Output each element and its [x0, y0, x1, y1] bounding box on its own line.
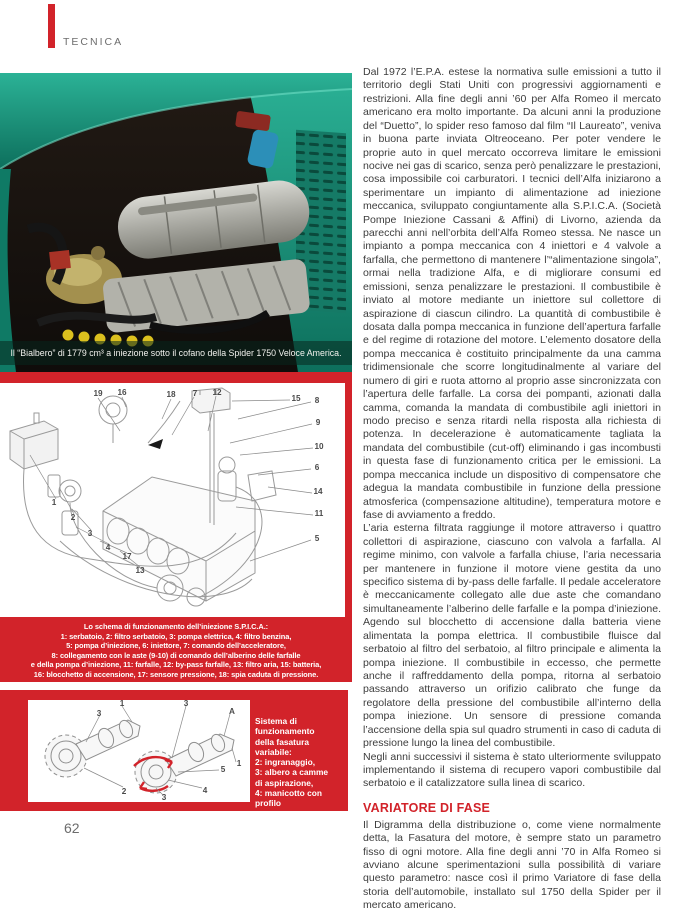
article-heading: VARIATORE DI FASE [363, 800, 491, 815]
spica-label: 3 [87, 529, 93, 538]
camshaft-label: 4 [202, 786, 208, 795]
page-number: 62 [64, 820, 80, 836]
spica-label: 7 [192, 389, 198, 398]
camshaft-label: 3 [183, 700, 189, 708]
camshaft-label: 2 [121, 787, 127, 796]
spica-label: 8 [314, 396, 320, 405]
variatore-caption: Sistema di funzionamento della fasatura variabile: 2: ingranaggio, 3: albero a camme di aspirazione, 4: manicotto con profilo interno scanalato; 5: molla di richiamo. [255, 716, 336, 829]
spica-label: 12 [212, 388, 222, 397]
camshaft-drawing [28, 700, 250, 802]
spica-label: 17 [122, 552, 132, 561]
article-paragraph: Dal 1972 l’E.P.A. estese la normativa sulle emissioni a tutto il territorio degli Stati Uniti con progressivi aggiornamenti e restrizioni. Alla fine degli anni ’60 per Alfa Romeo il mercato americano era molto importante. Da alcuni anni la produzione del “Duetto”, lo spider reso famoso dal film “Il Laureato”, veniva in buona parte inviata Oltreoceano. Per poter vendere le proprie auto in quel mercato occorreva limitare le emissioni nocive nei gas di scarico, senza però penalizzare le prestazioni, cosa impossibile coi carburatori. I tecnici dell’Alfa iniziarono a sperimentare un impianto di alimentazione ad iniezione meccanica, sviluppato congiuntamente alla S.P.I.C.A. (Società Pompe Iniezione Cassani & Affini) di Livorno, azienda da parecchi anni nell’orbita dell’Alfa Romeo stessa. Ne nasce un impianto a pompa meccanica con 4 iniettori e 4 valvole a farfalla, che permettono di mantenere l’“alimentazione singola”, ormai nella tradizione Alfa, e di migliorare consumi ed emissioni, senza penalizzare le prestazioni. Il combustibile è inviato al motore mediante un iniettore sul collettore di aspirazione di ciascun cilindro. La quantità di combustibile è dosata dalla pompa meccanica in funzione dell’apertura farfalle e del regime di rotazione del motore. L’elemento dosatore della pompa meccanica è costituito principalmente da una camma tridimensionale che scorre longitudinalmente al variare del numero di giri e ruota attorno al proprio asse sincronizzata con l’apertura delle farfalle. La corsa dei pompanti, azionati dalla camma, comanda la mandata di combustibile agli iniettori in modo preciso e senza ritardi nella risposta alla richiesta di potenza. In decelerazione è automaticamente tagliata la mandata del combustibile (cut-off) eliminando i gas incombusti in questa fase di funzionamento critica per le emissioni. La pompa meccanica include un dispositivo di compensatore che adegua la mandata combustibile in funzione della pressione atmosferica (compensazione altitudine), temperatura motore e fase di avviamento a freddo. [363, 66, 661, 521]
spica-label: 9 [315, 418, 321, 427]
spica-schematic-panel [0, 383, 345, 617]
camshaft-label: 3 [96, 709, 102, 718]
spica-label: 16 [117, 388, 127, 397]
spica-schematic-drawing [0, 383, 345, 617]
spica-label: 11 [314, 509, 324, 518]
article-column [363, 66, 661, 913]
article-paragraph: Negli anni successivi il sistema è stato ulteriormente sviluppato implementando il sistema di recupero vapori combustibile dal serbatoio e il catalizzatore sulla linea di scarico. [363, 750, 661, 790]
article-paragraph: Il Digramma della distribuzione o, come viene normalmente detta, la Fasatura del motore, è sempre stato un parametro fisso di ogni motore. Alla fine degli anni ’70 in Alfa Romeo si avviano alcune sperimentazioni sulla possibilità di variare questo parametro: nasce così il primo Variatore di fase della storia dell’automobile, installato sul 1750 della Spider per il mercato americano. [363, 818, 661, 912]
spica-label: 2 [70, 513, 76, 522]
camshaft-label: 1 [119, 700, 125, 708]
spica-label: 4 [105, 543, 111, 552]
spica-label: 5 [314, 534, 320, 543]
spica-label: 19 [93, 389, 103, 398]
section-label: TECNICA [63, 36, 124, 48]
section-accent-bar [48, 4, 55, 48]
engine-photo [0, 73, 352, 372]
article-paragraph: L’aria esterna filtrata raggiunge il motore attraverso i quattro collettori di aspirazione, ciascuno con valvola a farfalla. Al regime minimo, con valvole a farfalla chiuse, l’aria necessaria per mantenere in funzione il motore viene gestita da uno specifico sistema di by-pass delle farfalle. Il pedale acceleratore è meccanicamente collegato alle due aste che comandano simultaneamente l’alberino delle farfalle e la pompa d’iniezione. Agendo sul blocchetto di accensione dalla batteria viene alimentata la pompa elettrica. Il combustibile fluisce dal serbatoio al filtro del serbatoio, al filtro principale e alimenta la pompa iniezione. Il combustibile in eccesso, che permette anche il raffreddamento della pompa, ritorna al serbatoio passando attraverso un orifizio calibrato che funge da regolatore della pressione del combustibile all’interno della pompa iniezione. Un sensore di pressione comanda l’accensione della spia sul quadro strumenti in caso di caduta di pressione lungo la linea del combustibile. [363, 522, 661, 750]
variatore-diagram-panel [28, 700, 250, 802]
spica-label: 18 [166, 390, 176, 399]
camshaft-label: 3 [161, 793, 167, 802]
spica-label: 13 [135, 566, 145, 575]
spica-label: 15 [291, 394, 301, 403]
spica-caption: Lo schema di funzionamento dell’iniezione S.P.I.C.A.: 1: serbatoio, 2: filtro serbatoio, 3: pompa elettrica, 4: filtro benzina, 5: pompa d’iniezione, 6: iniettore, 7: comando dell’acceleratore, 8: collegamento con le aste (9-10) di comando dell’alberino delle farfalle e della pompa d’iniezione, 11: farfalle, 12: by-pass farfalle, 13: filtro aria, 15: batteria, 16: blocchetto di accensione, 17: sensore pressione, 18: spia caduta di pressione. [30, 622, 322, 679]
camshaft-label: 5 [220, 765, 226, 774]
spica-label: 6 [314, 463, 320, 472]
camshaft-label: A [229, 707, 235, 716]
spica-label: 10 [314, 442, 324, 451]
photo-caption: Il “Bialbero” di 1779 cm³ a iniezione sotto il cofano della Spider 1750 Veloce America. [0, 341, 352, 365]
engine-photo-illustration [0, 73, 352, 372]
spica-label: 1 [51, 498, 57, 507]
spica-label: 14 [313, 487, 323, 496]
camshaft-label: 1 [236, 759, 242, 768]
spica-schematic-block [0, 372, 352, 682]
